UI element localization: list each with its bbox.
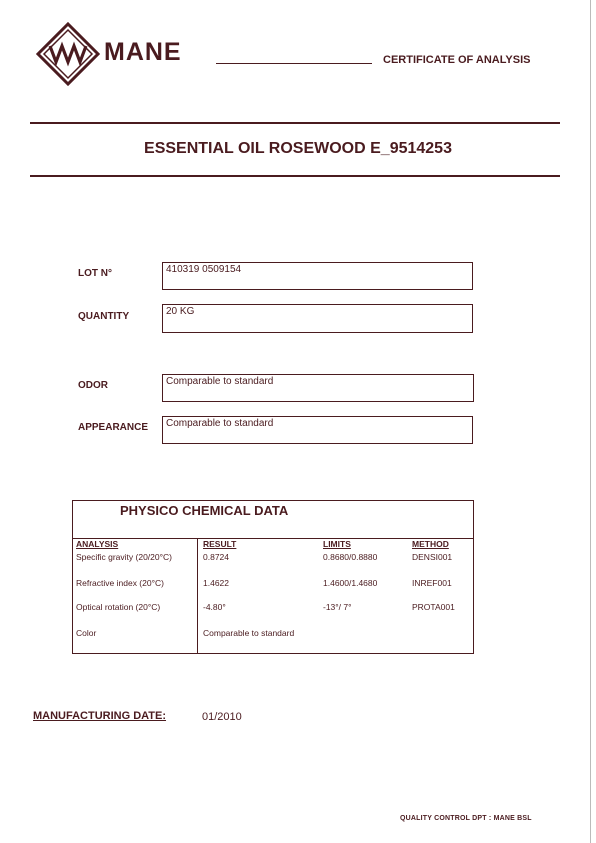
divider-top <box>30 122 560 124</box>
table-title: PHYSICO CHEMICAL DATA <box>120 503 289 518</box>
header-analysis: ANALYSIS <box>76 539 119 549</box>
quantity-label: QUANTITY <box>78 311 130 322</box>
cell-result: Comparable to standard <box>203 628 295 638</box>
quantity-value: 20 KG <box>166 306 195 317</box>
brand-name: MANE <box>104 38 182 66</box>
odor-value-field <box>162 374 474 402</box>
manufacturing-date-label: MANUFACTURING DATE: <box>33 710 167 722</box>
document-title: CERTIFICATE OF ANALYSIS <box>383 54 531 66</box>
quantity-value-field <box>162 304 473 333</box>
lot-value: 410319 0509154 <box>166 264 242 275</box>
odor-value: Comparable to standard <box>166 376 274 387</box>
divider-bottom <box>30 175 560 177</box>
cell-limits: 0.8680/0.8880 <box>323 552 378 562</box>
manufacturing-date-value: 01/2010 <box>202 711 242 723</box>
header-limits: LIMITS <box>323 539 351 549</box>
table-column-divider <box>197 538 198 654</box>
header-result: RESULT <box>203 539 237 549</box>
cell-result: 1.4622 <box>203 578 229 588</box>
svg-text:VMF: VMF <box>66 59 70 60</box>
cell-analysis: Specific gravity (20/20°C) <box>76 552 172 562</box>
appearance-value: Comparable to standard <box>166 418 274 429</box>
cell-limits: -13°/ 7° <box>323 602 352 612</box>
lot-label: LOT N° <box>78 268 112 279</box>
cell-result: -4.80° <box>203 602 226 612</box>
mane-logo <box>36 22 100 86</box>
footer-department: QUALITY CONTROL DPT : MANE BSL <box>400 815 532 822</box>
lot-value-field <box>162 262 473 290</box>
cell-method: DENSI001 <box>412 552 453 562</box>
appearance-value-field <box>162 416 473 444</box>
cell-analysis: Optical rotation (20°C) <box>76 602 161 612</box>
cell-analysis: Refractive index (20°C) <box>76 578 164 588</box>
header-rule <box>216 63 372 64</box>
odor-label: ODOR <box>78 380 108 391</box>
cell-result: 0.8724 <box>203 552 229 562</box>
appearance-label: APPEARANCE <box>78 422 149 433</box>
cell-analysis: Color <box>76 628 97 638</box>
cell-limits: 1.4600/1.4680 <box>323 578 378 588</box>
scan-edge <box>590 0 596 843</box>
cell-method: INREF001 <box>412 578 452 588</box>
cell-method: PROTA001 <box>412 602 455 612</box>
product-name: ESSENTIAL OIL ROSEWOOD E_9514253 <box>144 140 452 157</box>
mane-logo-icon <box>36 22 100 86</box>
header-method: METHOD <box>412 539 449 549</box>
